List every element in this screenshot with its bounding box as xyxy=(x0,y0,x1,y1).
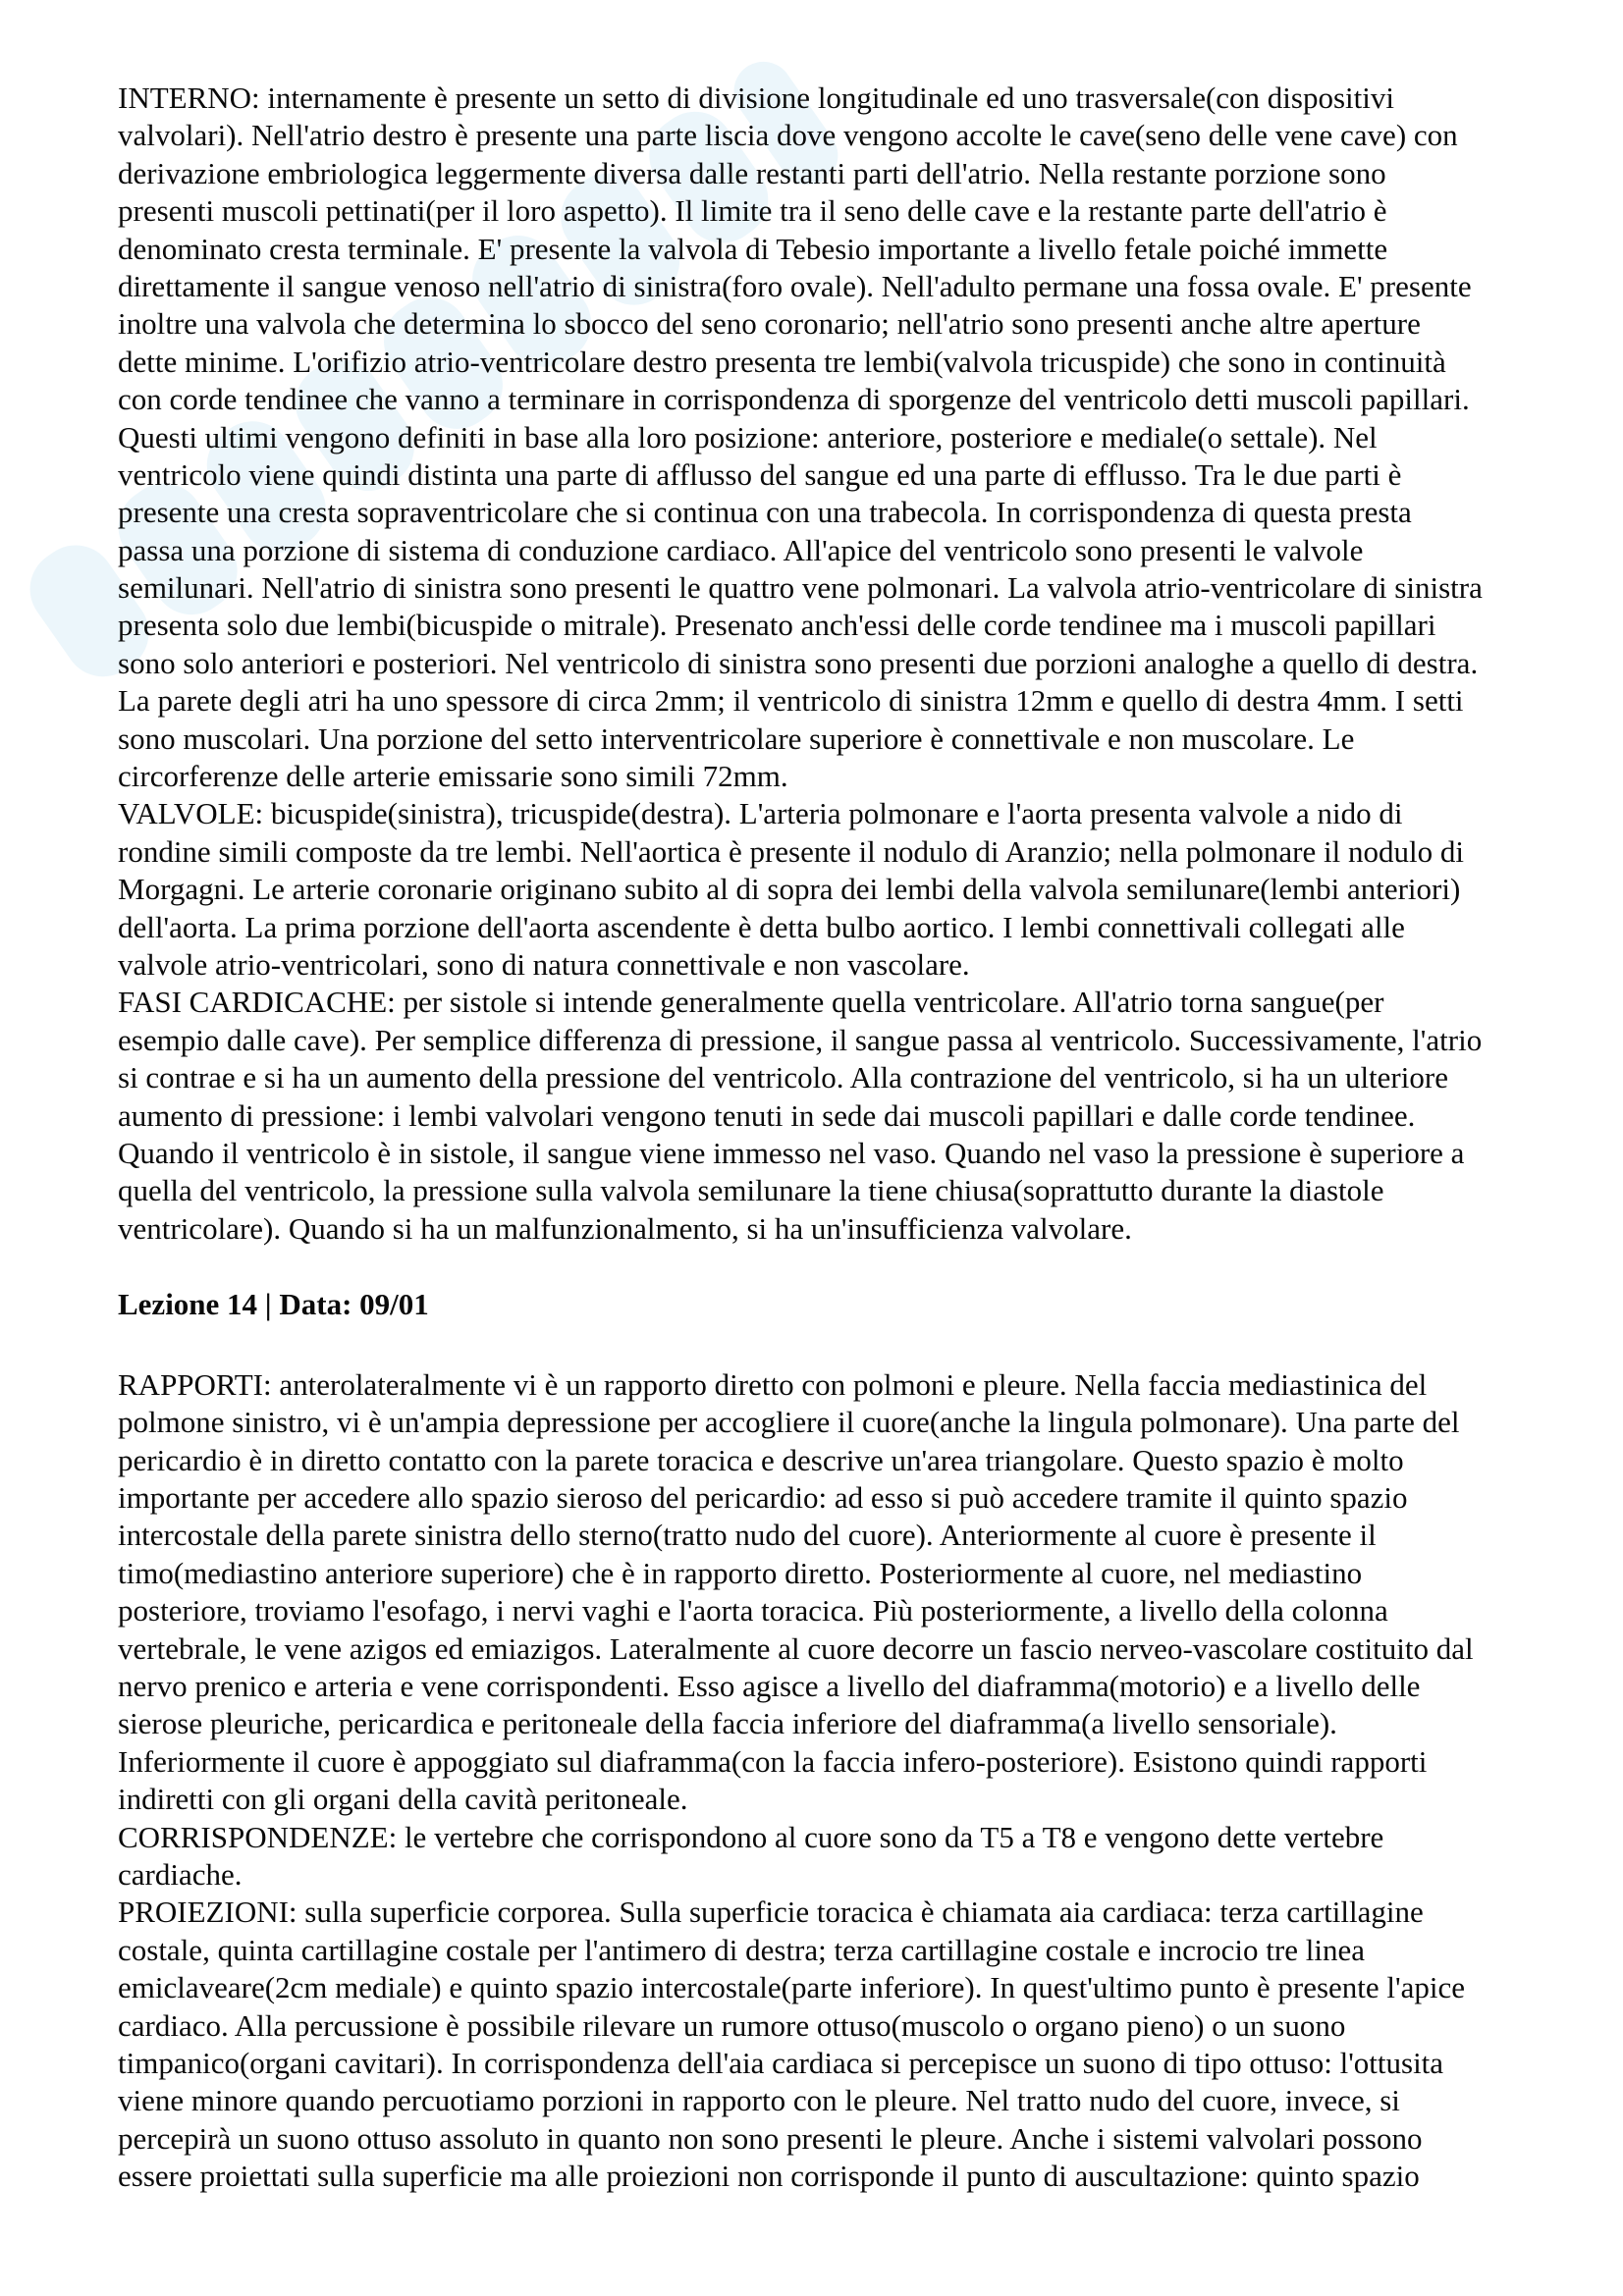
text-line: essere proiettati sulla superficie ma alle proiezioni non corrisponde il punto di auscultazione: quinto spazio xyxy=(118,2159,1420,2194)
text-line: con corde tendinee che vanno a terminare in corrispondenza di sporgenze del ventricolo detti muscoli papillari. xyxy=(118,382,1470,417)
text-line: sono solo anteriori e posteriori. Nel ventricolo di sinistra sono presenti due porzioni analoghe a quello di destra. xyxy=(118,645,1479,680)
text-line: aumento di pressione: i lembi valvolari vengono tenuti in sede dai muscoli papillari e dalle corde tendinee. xyxy=(118,1097,1416,1133)
text-line: emiclaveare(2cm mediale) e quinto spazio intercostale(parte inferiore). In quest'ultimo punto è presente l'apice xyxy=(118,1970,1466,2005)
section-valvole xyxy=(118,795,1512,984)
text-line: inoltre una valvola che determina lo sbocco del seno coronario; nell'atrio sono presenti anche altre aperture xyxy=(118,306,1421,342)
text-line: vertebrale, le vene azigos ed emiazigos. Lateralmente al cuore decorre un fascio nerveo-vascolare costituito dal xyxy=(118,1630,1474,1666)
text-line: circorferenze delle arterie emissarie sono simili 72mm. xyxy=(118,759,788,794)
text-line: derivazione embriologica leggermente diversa dalle restanti parti dell'atrio. Nella restante porzione sono xyxy=(118,155,1386,190)
text-line: presenti muscoli pettinati(per il loro aspetto). Il limite tra il seno delle cave e la restante parte dell'atrio è xyxy=(118,193,1387,229)
text-line: ventricolare). Quando si ha un malfunzionalmento, si ha un'insufficienza valvolare. xyxy=(118,1210,1132,1246)
document-body xyxy=(118,80,1512,2195)
text-line: denominato cresta terminale. E' presente la valvola di Tebesio importante a livello fetale poiché immette xyxy=(118,231,1388,266)
text-line: timo(mediastino anteriore superiore) che è in rapporto diretto. Posteriormente al cuore, nel mediastino xyxy=(118,1555,1363,1590)
lesson-heading: Lezione 14 | Data: 09/01 xyxy=(118,1286,429,1321)
text-line: dette minime. L'orifizio atrio-ventricolare destro presenta tre lembi(valvola tricuspide) che sono in continuità xyxy=(118,344,1446,379)
text-line: rondine simili composte da tre lembi. Nell'aortica è presente il nodulo di Aranzio; nella polmonare il nodulo di xyxy=(118,833,1464,869)
text-line: indiretti con gli organi della cavità peritoneale. xyxy=(118,1782,688,1817)
text-line: CORRISPONDENZE: le vertebre che corrispondono al cuore sono da T5 a T8 e vengono dette vertebre xyxy=(118,1819,1384,1854)
text-line: intercostale della parete sinistra dello sterno(tratto nudo del cuore). Anteriormente al cuore è presente il xyxy=(118,1518,1377,1553)
text-line: PROIEZIONI: sulla superficie corporea. Sulla superficie toracica è chiamata aia cardiaca: terza cartillagine xyxy=(118,1895,1424,1930)
text-line: cardiache. xyxy=(118,1856,243,1892)
text-line: importante per accedere allo spazio sieroso del pericardio: ad esso si può accedere tramite il quinto spazio xyxy=(118,1480,1408,1516)
text-line: Inferiormente il cuore è appoggiato sul diaframma(con la faccia infero-posteriore). Esistono quindi rapporti xyxy=(118,1743,1428,1779)
text-line: posteriore, troviamo l'esofago, i nervi vaghi e l'aorta toracica. Più posteriormente, a livello della colonna xyxy=(118,1593,1388,1629)
section-corrispondenze xyxy=(118,1819,1512,1895)
text-line: VALVOLE: bicuspide(sinistra), tricuspide(destra). L'arteria polmonare e l'aorta presenta valvole a nido di xyxy=(118,796,1403,831)
text-line: direttamente il sangue venoso nell'atrio di sinistra(foro ovale). Nell'adulto permane una fossa ovale. E' presente xyxy=(118,268,1472,303)
text-line: viene minore quando percuotiamo porzioni in rapporto con le pleure. Nel tratto nudo del cuore, invece, si xyxy=(118,2083,1400,2118)
text-line: sono muscolari. Una porzione del setto interventricolare superiore è connettivale e non muscolare. Le xyxy=(118,721,1355,756)
text-line: pericardio è in diretto contatto con la parete toracica e descrive un'area triangolare. Questo spazio è molto xyxy=(118,1442,1404,1477)
text-line: valvolari). Nell'atrio destro è presente una parte liscia dove vengono accolte le cave(seno delle vene cave) con xyxy=(118,118,1458,153)
text-line: Questi ultimi vengono definiti in base alla loro posizione: anteriore, posteriore e mediale(o settale). Nel xyxy=(118,419,1378,454)
section-fasi-cardiache xyxy=(118,984,1512,1248)
text-line: si contrae e si ha un aumento della pressione del ventricolo. Alla contrazione del ventricolo, si ha un ulteriore xyxy=(118,1060,1448,1095)
section-proiezioni xyxy=(118,1894,1512,2195)
text-line: presenta solo due lembi(bicuspide o mitrale). Presenato anch'essi delle corde tendinee ma i muscoli papillari xyxy=(118,608,1436,643)
text-line: passa una porzione di sistema di conduzione cardiaco. All'apice del ventricolo sono presenti le valvole xyxy=(118,532,1364,567)
section-interno xyxy=(118,80,1512,795)
text-line: ventricolo viene quindi distinta una parte di afflusso del sangue ed una parte di efflusso. Tra le due parti è xyxy=(118,456,1402,492)
text-line: La parete degli atri ha uno spessore di circa 2mm; il ventricolo di sinistra 12mm e quello di destra 4mm. I setti xyxy=(118,683,1464,719)
text-line: timpanico(organi cavitari). In corrispondenza dell'aia cardiaca si percepisce un suono di tipo ottuso: l'ottusita xyxy=(118,2045,1444,2080)
text-line: polmone sinistro, vi è un'ampia depressione per accogliere il cuore(anche la lingula polmonare). Una parte del xyxy=(118,1405,1460,1440)
text-line: dell'aorta. La prima porzione dell'aorta ascendente è detta bulbo aortico. I lembi connettivali collegati alle xyxy=(118,909,1405,944)
text-line: cardiaco. Alla percussione è possibile rilevare un rumore ottuso(muscolo o organo pieno) o un suono xyxy=(118,2007,1346,2043)
text-line: percepirà un suono ottuso assoluto in quanto non sono presenti le pleure. Anche i sistemi valvolari possono xyxy=(118,2120,1423,2156)
text-line: Morgagni. Le arterie coronarie originano subito al di sopra dei lembi della valvola semilunare(lembi anteriori) xyxy=(118,872,1461,907)
text-line: RAPPORTI: anterolateralmente vi è un rapporto diretto con polmoni e pleure. Nella faccia mediastinica del xyxy=(118,1366,1428,1402)
text-line: presente una cresta sopraventricolare che si continua con una trabecola. In corrispondenza di questa presta xyxy=(118,495,1412,530)
text-line: costale, quinta cartillagine costale per l'antimero di destra; terza cartillagine costale e incrocio tre linea xyxy=(118,1932,1365,1967)
text-line: semilunari. Nell'atrio di sinistra sono presenti le quattro vene polmonari. La valvola atrio-ventricolare di sinistra xyxy=(118,570,1483,606)
text-line: Quando il ventricolo è in sistole, il sangue viene immesso nel vaso. Quando nel vaso la pressione è superiore a xyxy=(118,1135,1465,1170)
text-line: FASI CARDICACHE: per sistole si intende generalmente quella ventricolare. All'atrio torna sangue(per xyxy=(118,985,1384,1020)
section-rapporti xyxy=(118,1366,1512,1819)
text-line: esempio dalle cave). Per semplice differenza di pressione, il sangue passa al ventricolo. Successivamente, l'atrio xyxy=(118,1022,1483,1057)
text-line: INTERNO: internamente è presente un setto di divisione longitudinale ed uno trasversale(con dispositivi xyxy=(118,80,1394,115)
text-line: nervo prenico e arteria e vene corrispondenti. Esso agisce a livello del diaframma(motorio) e a livello delle xyxy=(118,1669,1421,1704)
text-line: quella del ventricolo, la pressione sulla valvola semilunare la tiene chiusa(soprattutto durante la diastole xyxy=(118,1173,1384,1208)
text-line: sierose pleuriche, pericardica e peritoneale della faccia inferiore del diaframma(a livello sensoriale). xyxy=(118,1706,1337,1741)
text-line: valvole atrio-ventricolari, sono di natura connettivale e non vascolare. xyxy=(118,946,970,982)
